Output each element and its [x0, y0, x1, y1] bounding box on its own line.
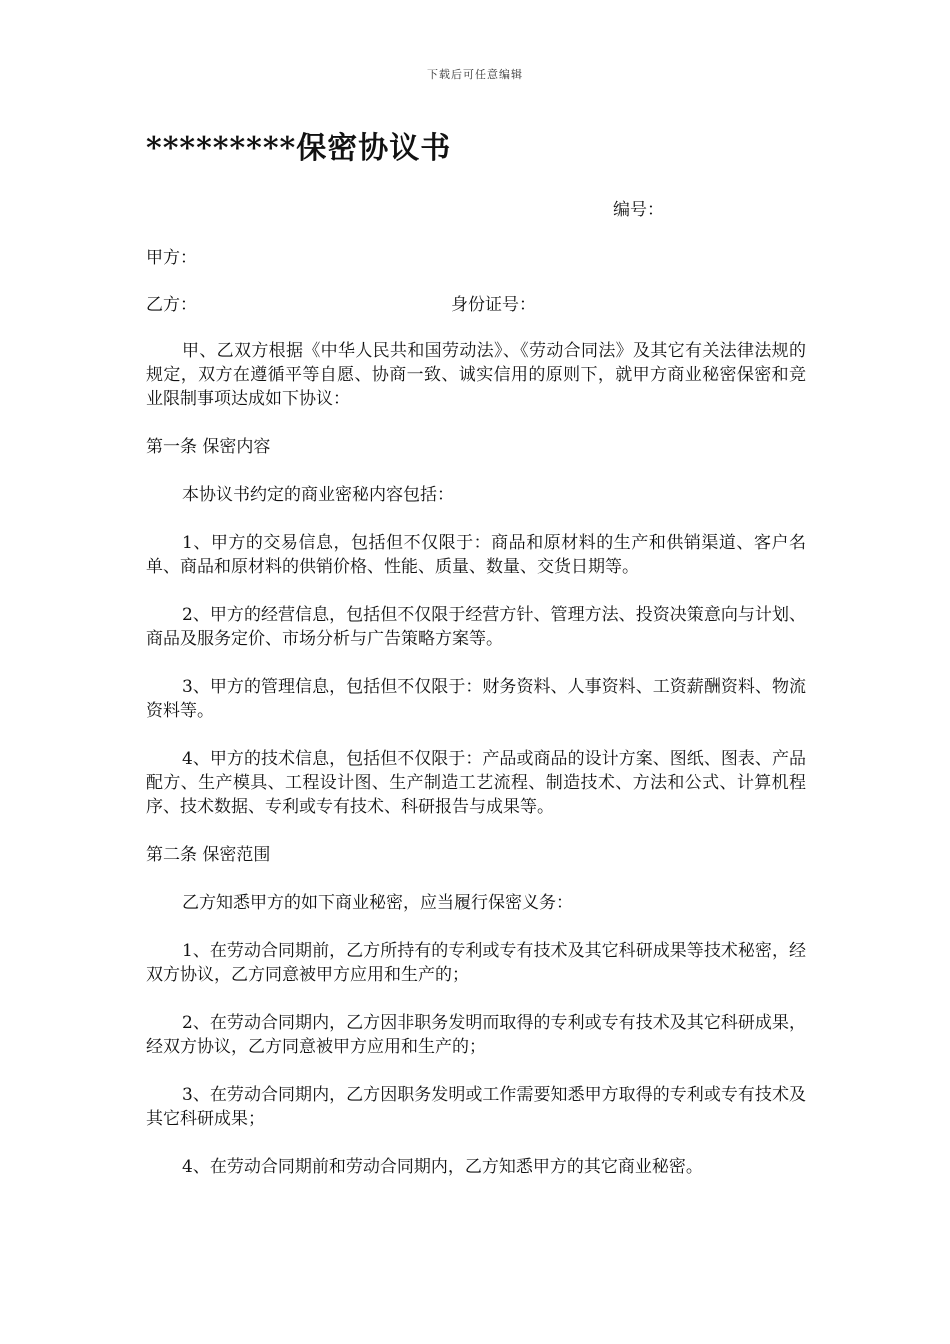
article-1-item-1: 1、甲方的交易信息，包括但不仅限于：商品和原材料的生产和供销渠道、客户名单、商品和原材料的供销价格、性能、质量、数量、交货日期等。 [146, 533, 806, 577]
article-2-lead: 乙方知悉甲方的如下商业秘密，应当履行保密义务： [182, 893, 573, 913]
intro-paragraph: 甲、乙双方根据《中华人民共和国劳动法》、《劳动合同法》及其它有关法律法规的规定，双方在遵循平等自愿、协商一致、诚实信用的原则下，就甲方商业秘密保密和竞业限制事项达成如下协议： [146, 341, 806, 409]
article-1-heading: 第一条 保密内容 [146, 437, 271, 457]
header-note: 下载后可任意编辑 [427, 68, 523, 81]
document-number-label: 编号： [613, 200, 664, 220]
article-2-item-1: 1、在劳动合同期前，乙方所持有的专利或专有技术及其它科研成果等技术秘密，经双方协议，乙方同意被甲方应用和生产的； [146, 941, 806, 985]
document-title: *********保密协议书 [146, 131, 452, 166]
party-a-label: 甲方： [146, 248, 197, 268]
article-1-lead: 本协议书约定的商业密秘内容包括： [182, 485, 454, 505]
article-1-item-3: 3、甲方的管理信息，包括但不仅限于：财务资料、人事资料、工资薪酬资料、物流资料等。 [146, 677, 806, 721]
article-2-item-4: 4、在劳动合同期前和劳动合同期内，乙方知悉甲方的其它商业秘密。 [182, 1157, 703, 1177]
party-b-label: 乙方： [146, 295, 197, 315]
article-2-item-3: 3、在劳动合同期内，乙方因职务发明或工作需要知悉甲方取得的专利或专有技术及其它科研成果； [146, 1085, 806, 1129]
article-1-item-2: 2、甲方的经营信息，包括但不仅限于经营方针、管理方法、投资决策意向与计划、商品及服务定价、市场分析与广告策略方案等。 [146, 605, 806, 649]
article-1-item-4: 4、甲方的技术信息，包括但不仅限于：产品或商品的设计方案、图纸、图表、产品配方、生产模具、工程设计图、生产制造工艺流程、制造技术、方法和公式、计算机程序、技术数据、专利或专有技术、科研报告与成果等。 [146, 749, 806, 817]
id-number-label: 身份证号： [451, 295, 536, 315]
article-2-item-2: 2、在劳动合同期内，乙方因非职务发明而取得的专利或专有技术及其它科研成果，经双方协议，乙方同意被甲方应用和生产的； [146, 1013, 806, 1057]
article-2-heading: 第二条 保密范围 [146, 845, 271, 865]
